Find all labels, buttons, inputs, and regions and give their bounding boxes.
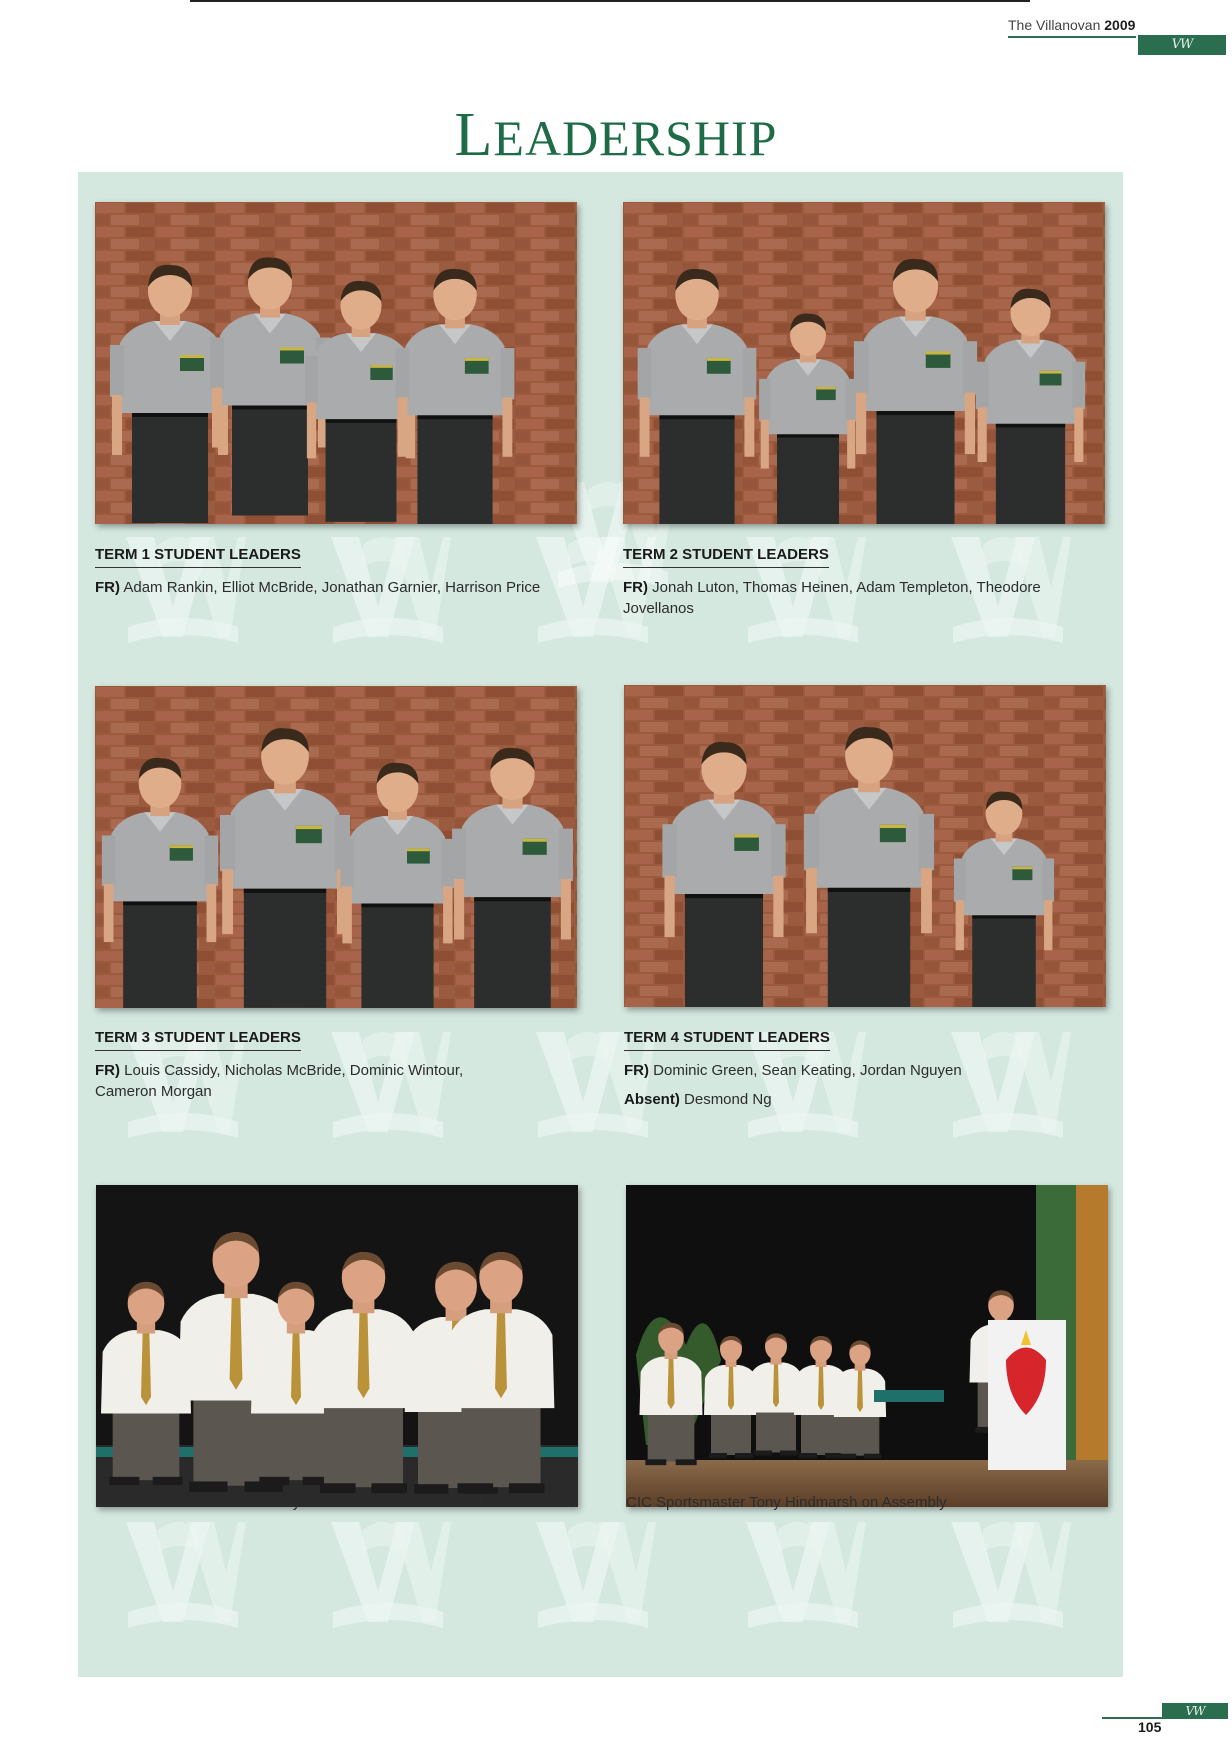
absent-label: Absent) — [624, 1091, 680, 1108]
page-title — [0, 100, 1232, 171]
fr-label: FR) — [95, 1062, 120, 1079]
term-3-names — [95, 1060, 515, 1102]
term-4-name-list: Dominic Green, Sean Keating, Jordan Nguyen — [653, 1062, 962, 1079]
top-rule — [190, 0, 1030, 2]
school-crest-watermark-icon — [323, 1512, 453, 1642]
term-4-absent-name: Desmond Ng — [684, 1091, 772, 1108]
photo-assembly-seated-staff — [96, 1185, 578, 1507]
term-4-heading: TERM 4 STUDENT LEADERS — [624, 1029, 830, 1051]
fr-label: FR) — [95, 579, 120, 596]
vw-mark-icon: VW — [1171, 37, 1193, 52]
term-2-heading: TERM 2 STUDENT LEADERS — [623, 546, 829, 568]
header-rule — [1008, 36, 1136, 38]
photo-term-4-leaders — [624, 685, 1106, 1007]
term-1-names — [95, 577, 577, 598]
photo-term-2-leaders — [623, 202, 1105, 524]
yearbook-name: The Villanovan — [1008, 17, 1101, 33]
term-1-name-list: Adam Rankin, Elliot McBride, Jonathan Garnier, Harrison Price — [123, 579, 541, 596]
page-title-rest: EADERSHIP — [493, 110, 778, 166]
photo-assembly-stage — [626, 1185, 1108, 1507]
yearbook-title — [1008, 17, 1135, 33]
content-panel — [78, 172, 1123, 1677]
caption-seated-staff: Brendan Downes on Assembly with Steve Rouhliadeff and Josh Bird — [96, 1494, 550, 1511]
page-title-initial: L — [454, 101, 494, 169]
yearbook-year: 2009 — [1104, 17, 1136, 33]
school-crest-watermark-icon — [528, 1512, 658, 1642]
page-number: 105 — [1138, 1719, 1162, 1735]
photo-term-1-leaders — [95, 202, 577, 524]
term-3-heading: TERM 3 STUDENT LEADERS — [95, 1029, 301, 1051]
photo-term-3-leaders — [95, 686, 577, 1008]
school-crest-watermark-icon — [738, 1512, 868, 1642]
caption-sportsmaster: CIC Sportsmaster Tony Hindmarsh on Assembly — [626, 1494, 947, 1511]
term-1-heading: TERM 1 STUDENT LEADERS — [95, 546, 301, 568]
term-2-names — [623, 577, 1043, 619]
school-crest-watermark-icon — [943, 1512, 1073, 1642]
fr-label: FR) — [624, 1062, 649, 1079]
term-4-names — [624, 1060, 1094, 1081]
fr-label: FR) — [623, 579, 648, 596]
term-3-name-list: Louis Cassidy, Nicholas McBride, Dominic Wintour, Cameron Morgan — [95, 1062, 464, 1100]
school-crest-watermark-icon — [943, 1022, 1073, 1152]
header-vw-tab — [1138, 35, 1226, 55]
term-2-name-list: Jonah Luton, Thomas Heinen, Adam Templeton, Theodore Jovellanos — [623, 579, 1041, 617]
vw-mark-icon: VW — [1185, 1704, 1205, 1718]
term-4-absent — [624, 1089, 1094, 1110]
footer-vw-tab — [1162, 1703, 1228, 1719]
school-crest-watermark-icon — [118, 1512, 248, 1642]
